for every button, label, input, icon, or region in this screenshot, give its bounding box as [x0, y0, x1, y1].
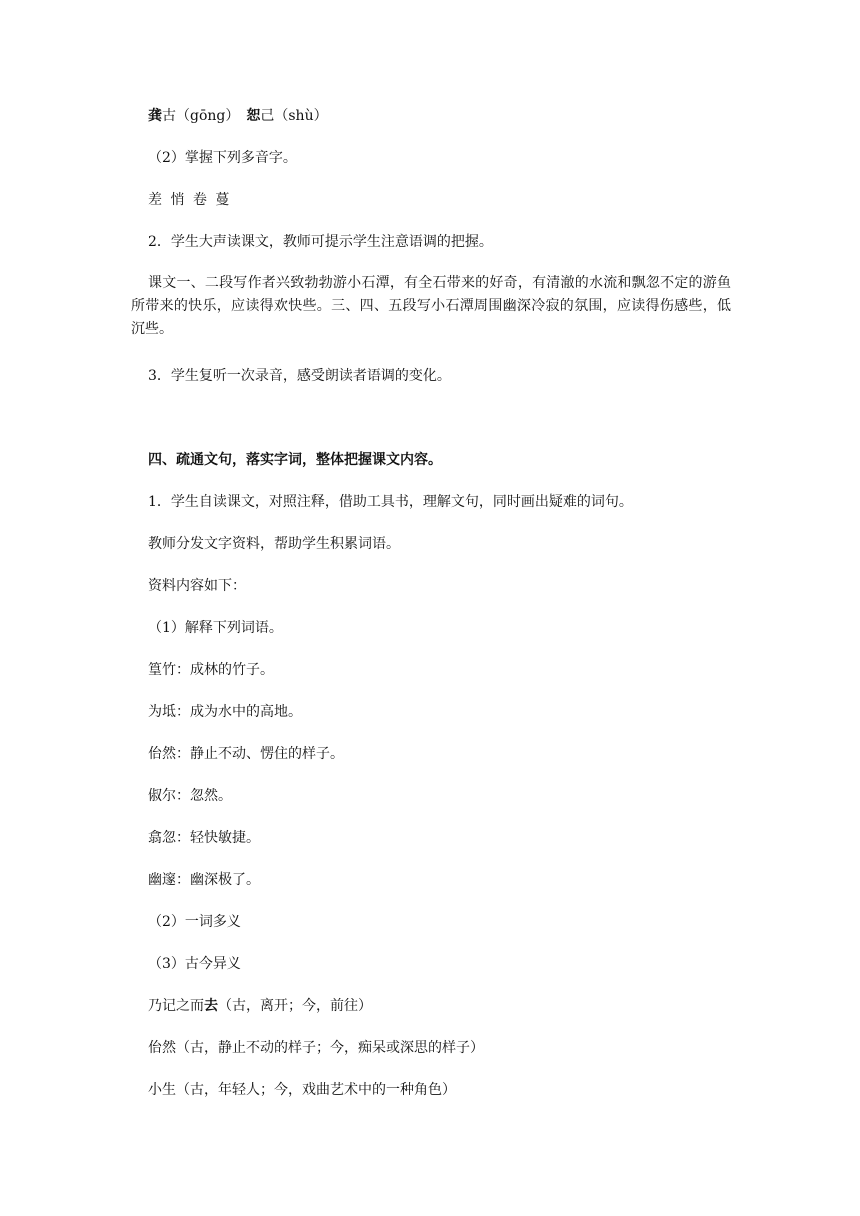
ancient-modern-item [148, 996, 372, 1016]
vocab-item: 篁竹：成林的竹子。 [148, 662, 274, 678]
bold-char-gong: 龚 [148, 108, 162, 124]
bold-word-qu: 去 [204, 998, 218, 1014]
polyphone-heading: （2）掌握下列多音字。 [148, 150, 297, 166]
reading-tone-paragraph: 课文一、二段写作者兴致勃勃游小石潭，有全石带来的好奇，有清澈的水流和飘忽不定的游鱼所带来的快乐，应读得欢快些。三、四、五段写小石潭周围幽深冷寂的氛围，应读得伤感些，低沉些。 [131, 275, 731, 337]
step-3-listen: 3．学生复听一次录音，感受朗读者语调的变化。 [148, 368, 451, 384]
vocab-item: 为坻：成为水中的高地。 [148, 704, 302, 720]
bold-char-shu: 恕 [246, 108, 261, 124]
ancient-modern-item: 小生（古，年轻人；今，戏曲艺术中的一种角色） [148, 1082, 456, 1098]
pinyin-gong: 古（gōng） [162, 108, 247, 124]
polyphone-list: 差 悄 卷 蔓 [148, 192, 230, 208]
vocab-heading: （1）解释下列词语。 [148, 620, 283, 636]
section-four-heading: 四、疏通文句，落实字词，整体把握课文内容。 [148, 452, 442, 468]
pinyin-shu: 己（shù） [260, 108, 328, 124]
meaning-text: （古，离开；今，前往） [218, 998, 372, 1014]
polysemy-heading: （2）一词多义 [148, 914, 241, 930]
materials-intro: 资料内容如下： [148, 578, 246, 594]
phrase-text: 乃记之而 [148, 998, 204, 1014]
vocab-item: 幽邃：幽深极了。 [148, 872, 260, 888]
pronunciation-line [148, 106, 328, 126]
ancient-modern-item: 佁然（古，静止不动的样子；今，痴呆或深思的样子） [148, 1040, 484, 1056]
ancient-modern-heading: （3）古今异义 [148, 956, 241, 972]
vocab-item: 翕忽：轻快敏捷。 [148, 830, 260, 846]
step-1-self-read: 1．学生自读课文，对照注释，借助工具书，理解文句，同时画出疑难的词句。 [148, 494, 633, 510]
vocab-item: 俶尔：忽然。 [148, 788, 232, 804]
step-2-read-aloud: 2．学生大声读课文，教师可提示学生注意语调的把握。 [148, 234, 493, 250]
vocab-item: 佁然：静止不动、愣住的样子。 [148, 746, 344, 762]
teacher-materials: 教师分发文字资料，帮助学生积累词语。 [148, 536, 400, 552]
